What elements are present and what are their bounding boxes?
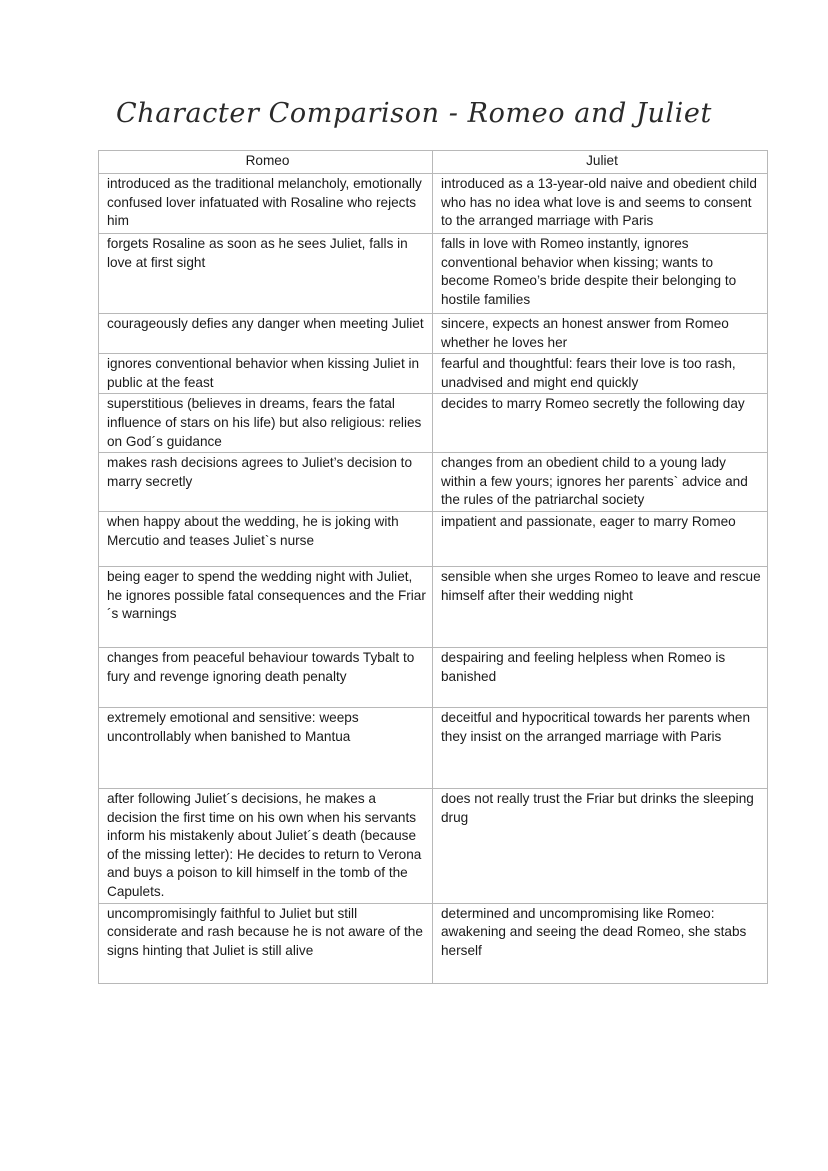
romeo-cell: after following Juliet´s decisions, he makes a decision the first time on his own when his servants inform his mistakenly about Juliet´s death (because of the missing letter): He decides to return to Verona and buys a poison to kill himself in the tomb of the Capulets. — [99, 788, 433, 903]
juliet-cell: deceitful and hypocritical towards her parents when they insist on the arranged marriage with Paris — [433, 707, 768, 788]
juliet-cell: introduced as a 13-year-old naive and obedient child who has no idea what love is and seems to consent to the arranged marriage with Paris — [433, 174, 768, 234]
romeo-cell: changes from peaceful behaviour towards Tybalt to fury and revenge ignoring death penalty — [99, 647, 433, 707]
romeo-cell: superstitious (believes in dreams, fears the fatal influence of stars on his life) but also religious: relies on God´s guidance — [99, 394, 433, 453]
column-header-romeo: Romeo — [99, 151, 433, 174]
juliet-cell: determined and uncompromising like Romeo: awakening and seeing the dead Romeo, she stabs herself — [433, 903, 768, 983]
juliet-cell: fearful and thoughtful: fears their love is too rash, unadvised and might end quickly — [433, 354, 768, 394]
romeo-cell: uncompromisingly faithful to Juliet but still considerate and rash because he is not aware of the signs hinting that Juliet is still alive — [99, 903, 433, 983]
table-row — [99, 453, 768, 512]
column-header-juliet: Juliet — [433, 151, 768, 174]
table-row — [99, 394, 768, 453]
comparison-table — [98, 150, 768, 984]
table-row — [99, 903, 768, 983]
juliet-cell: changes from an obedient child to a young lady within a few yours; ignores her parents` advice and the rules of the patriarchal society — [433, 453, 768, 512]
romeo-cell: forgets Rosaline as soon as he sees Juliet, falls in love at first sight — [99, 234, 433, 314]
table-row — [99, 354, 768, 394]
table-row — [99, 511, 768, 566]
romeo-cell: being eager to spend the wedding night with Juliet, he ignores possible fatal consequences and the Friar´s warnings — [99, 566, 433, 647]
table-row — [99, 314, 768, 354]
romeo-cell: when happy about the wedding, he is joking with Mercutio and teases Juliet`s nurse — [99, 511, 433, 566]
juliet-cell: sensible when she urges Romeo to leave and rescue himself after their wedding night — [433, 566, 768, 647]
juliet-cell: impatient and passionate, eager to marry Romeo — [433, 511, 768, 566]
table-row — [99, 788, 768, 903]
romeo-cell: extremely emotional and sensitive: weeps uncontrollably when banished to Mantua — [99, 707, 433, 788]
table-row — [99, 647, 768, 707]
romeo-cell: ignores conventional behavior when kissing Juliet in public at the feast — [99, 354, 433, 394]
page-title: Character Comparison - Romeo and Juliet — [116, 98, 712, 129]
table-header-row — [99, 151, 768, 174]
juliet-cell: does not really trust the Friar but drinks the sleeping drug — [433, 788, 768, 903]
table-row — [99, 707, 768, 788]
romeo-cell: introduced as the traditional melancholy, emotionally confused lover infatuated with Rosaline who rejects him — [99, 174, 433, 234]
table-row — [99, 174, 768, 234]
table-row — [99, 566, 768, 647]
juliet-cell: falls in love with Romeo instantly, ignores conventional behavior when kissing; wants to become Romeo’s bride despite their belonging to hostile families — [433, 234, 768, 314]
romeo-cell: courageously defies any danger when meeting Juliet — [99, 314, 433, 354]
juliet-cell: sincere, expects an honest answer from Romeo whether he loves her — [433, 314, 768, 354]
table-row — [99, 234, 768, 314]
juliet-cell: despairing and feeling helpless when Romeo is banished — [433, 647, 768, 707]
juliet-cell: decides to marry Romeo secretly the following day — [433, 394, 768, 453]
romeo-cell: makes rash decisions agrees to Juliet’s decision to marry secretly — [99, 453, 433, 512]
